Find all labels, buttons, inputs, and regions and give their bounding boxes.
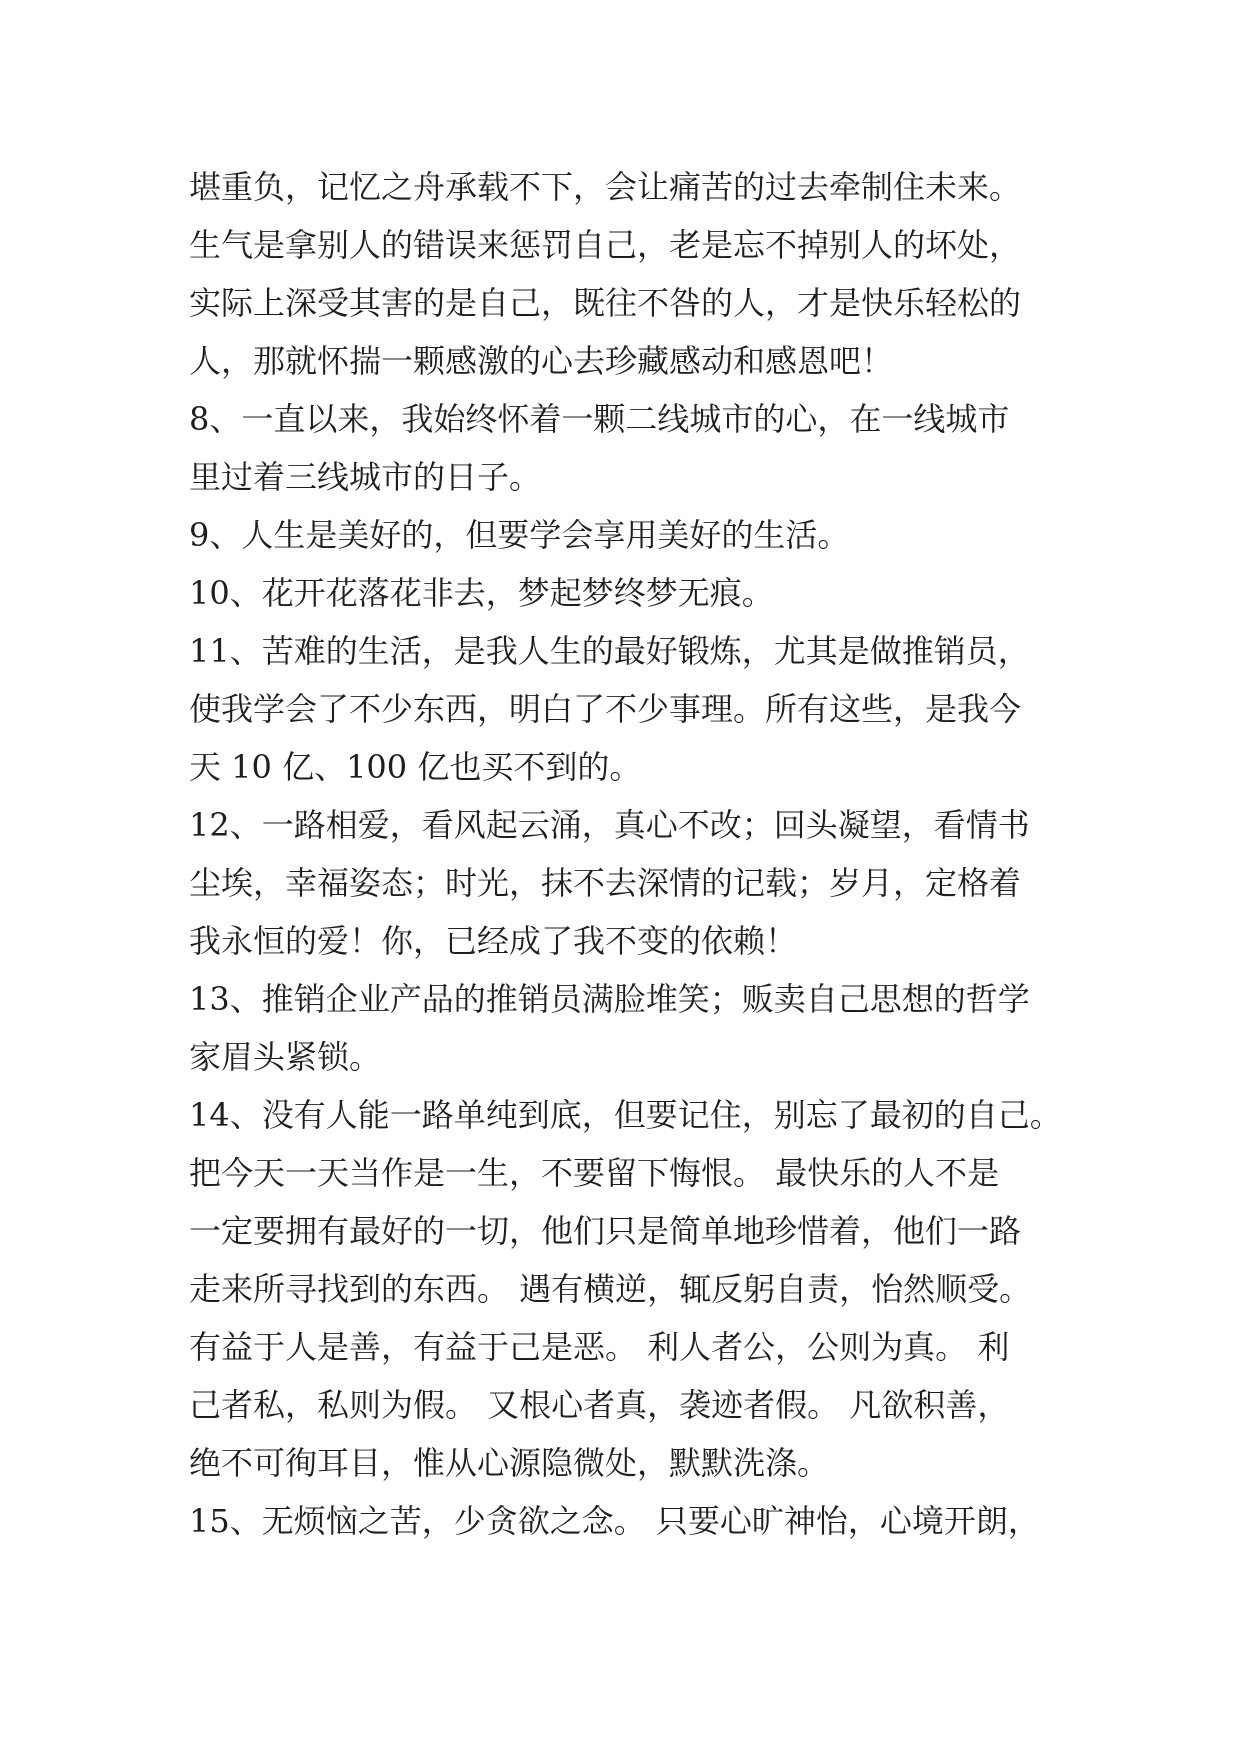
text-line: 己者私，私则为假。 又根心者真，袭迹者假。 凡欲积善， — [189, 1386, 1010, 1424]
text-line: 堪重负，记忆之舟承载不下，会让痛苦的过去牵制住未来。 — [189, 168, 1022, 206]
text-line: 12、一路相爱，看风起云涌，真心不改；回头凝望，看情书 — [189, 806, 1030, 844]
text-line: 天 10 亿、100 亿也买不到的。 — [189, 748, 642, 786]
text-line: 一定要拥有最好的一切，他们只是简单地珍惜着，他们一路 — [189, 1212, 1022, 1250]
text-line: 10、花开花落花非去，梦起梦终梦无痕。 — [189, 574, 774, 612]
text-line: 人，那就怀揣一颗感激的心去珍藏感动和感恩吧！ — [189, 342, 894, 380]
text-line: 15、无烦恼之苦，少贪欲之念。 只要心旷神怡，心境开朗， — [189, 1502, 1040, 1540]
text-line: 有益于人是善，有益于己是恶。 利人者公，公则为真。 利 — [189, 1328, 1010, 1366]
text-line: 尘埃，幸福姿态；时光，抹不去深情的记载；岁月，定格着 — [189, 864, 1022, 902]
text-line: 实际上深受其害的是自己，既往不咎的人，才是快乐轻松的 — [189, 284, 1022, 322]
text-line: 走来所寻找到的东西。 遇有横逆，辄反躬自责，怡然顺受。 — [189, 1270, 1032, 1308]
text-line: 13、推销企业产品的推销员满脸堆笑；贩卖自己思想的哲学 — [189, 980, 1030, 1018]
text-line: 14、没有人能一路单纯到底，但要记住，别忘了最初的自己。 — [189, 1096, 1062, 1134]
text-line: 9、人生是美好的，但要学会享用美好的生活。 — [189, 516, 850, 554]
text-line: 里过着三线城市的日子。 — [189, 458, 542, 496]
text-line: 8、一直以来，我始终怀着一颗二线城市的心，在一线城市 — [189, 400, 1010, 438]
text-line: 把今天一天当作是一生，不要留下悔恨。 最快乐的人不是 — [189, 1154, 1000, 1192]
document-body — [189, 158, 1089, 1550]
text-line: 生气是拿别人的错误来惩罚自己，老是忘不掉别人的坏处， — [189, 226, 1022, 264]
text-line: 11、苦难的生活，是我人生的最好锻炼，尤其是做推销员， — [189, 632, 1030, 670]
text-line: 使我学会了不少东西，明白了不少事理。所有这些，是我今 — [189, 690, 1022, 728]
text-line: 绝不可徇耳目，惟从心源隐微处，默默洗涤。 — [189, 1444, 830, 1482]
text-line: 家眉头紧锁。 — [189, 1038, 382, 1076]
text-line: 我永恒的爱！你，已经成了我不变的依赖！ — [189, 922, 798, 960]
